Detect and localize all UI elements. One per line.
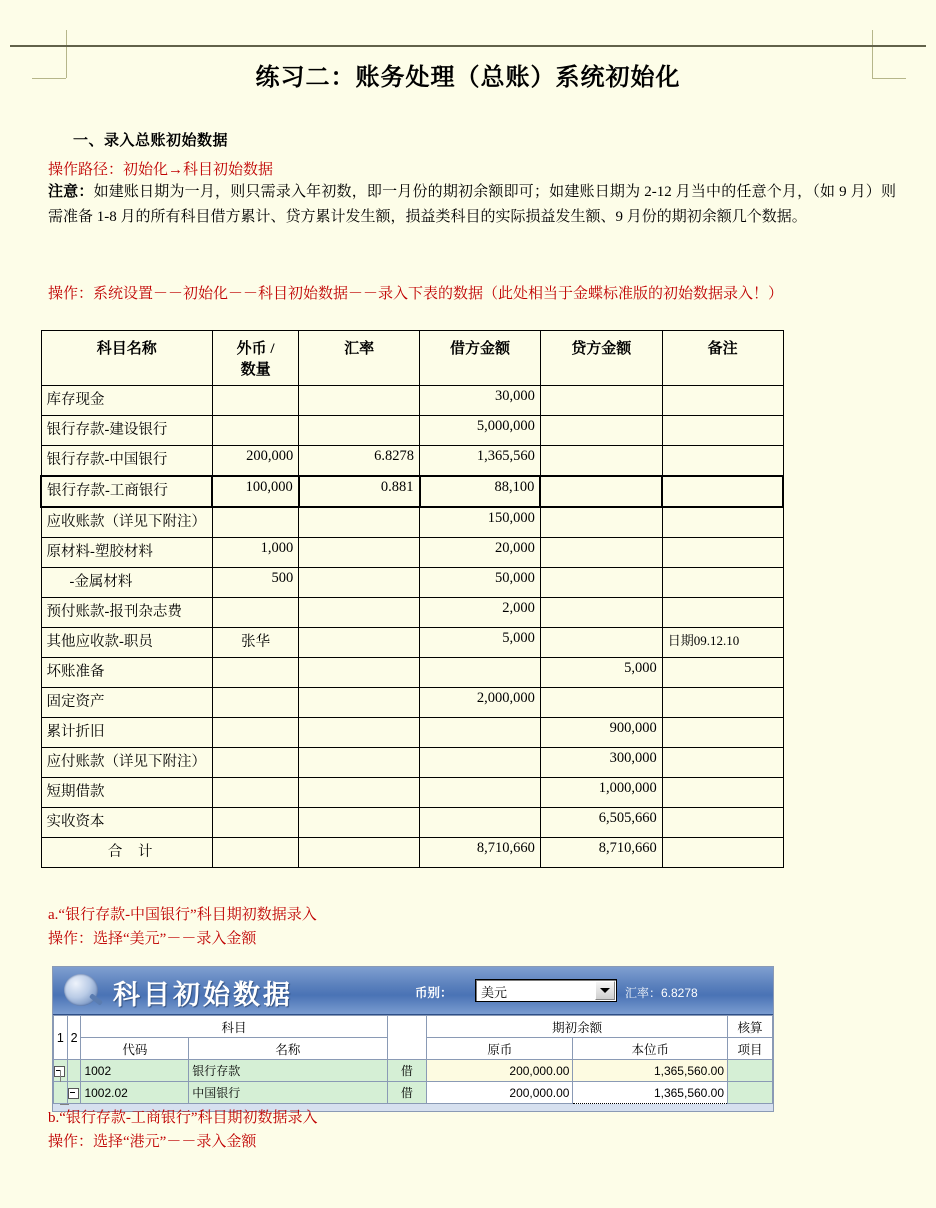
cell-subject-name: 固定资产 — [41, 688, 212, 718]
cell-subject-name: 实收资本 — [41, 808, 212, 838]
grid-col-name: 名称 — [189, 1038, 387, 1060]
chevron-down-icon[interactable] — [595, 981, 615, 1000]
grid-cell-direction: 借 — [387, 1082, 427, 1104]
header-rule-left — [10, 45, 67, 47]
grid-cell-code: 1002.02 — [81, 1082, 189, 1104]
table-row — [41, 416, 783, 446]
grid-cell-original[interactable]: 200,000.00 — [427, 1082, 573, 1104]
cell-subject-name: 应付账款（详见下附注） — [41, 748, 212, 778]
cell-total-label: 合 计 — [41, 838, 212, 868]
cell-subject-name: 库存现金 — [41, 386, 212, 416]
cell-credit: 300,000 — [540, 748, 662, 778]
cell-memo — [662, 568, 783, 598]
cell-fx — [212, 808, 298, 838]
table-row — [41, 507, 783, 538]
cell-subject-name: 银行存款-中国银行 — [41, 446, 212, 477]
section-heading-text: 录入总账初始数据 — [104, 133, 229, 149]
cell-rate — [299, 688, 420, 718]
cell-subject-name: 应收账款（详见下附注） — [41, 507, 212, 538]
grid-row-selected[interactable] — [54, 1082, 773, 1104]
cell-debit — [420, 748, 541, 778]
cell-rate — [299, 658, 420, 688]
cell-credit — [540, 598, 662, 628]
cell-rate — [299, 386, 420, 416]
cell-memo — [662, 446, 783, 477]
cell-total-credit: 8,710,660 — [540, 838, 662, 868]
currency-select[interactable] — [475, 979, 617, 1002]
header-rule-right — [871, 45, 926, 47]
cell-fx — [212, 658, 298, 688]
cell-total-debit: 8,710,660 — [420, 838, 541, 868]
grid-cell-item — [728, 1060, 773, 1082]
table-row — [41, 658, 783, 688]
cell-rate: 6.8278 — [299, 446, 420, 477]
cell-memo — [662, 386, 783, 416]
cell-rate — [299, 718, 420, 748]
cell-debit — [420, 658, 541, 688]
cell-credit: 6,505,660 — [540, 808, 662, 838]
cell-memo — [662, 688, 783, 718]
cell-subject-name: 银行存款-建设银行 — [41, 416, 212, 446]
cell-subject-name: 累计折旧 — [41, 718, 212, 748]
initial-data-grid — [53, 1015, 773, 1104]
cell-rate: 0.881 — [299, 476, 420, 507]
cell-rate — [299, 778, 420, 808]
page-title: 练习二：账务处理（总账）系统初始化 — [255, 65, 681, 91]
grid-cell-name: 银行存款 — [189, 1060, 387, 1082]
cell-memo — [662, 538, 783, 568]
currency-label: 币别： — [415, 986, 453, 1000]
cell-subject-name: 预付账款-报刊杂志费 — [41, 598, 212, 628]
grid-col-local-currency: 本位币 — [573, 1038, 728, 1060]
grid-cell-local-focused[interactable]: 1,365,560.00 — [573, 1082, 728, 1104]
app-screenshot — [52, 966, 774, 1112]
cell-credit — [540, 386, 662, 416]
cell-fx: 张华 — [212, 628, 298, 658]
cell-credit — [540, 538, 662, 568]
cell-subject-name: 坏账准备 — [41, 658, 212, 688]
col-header-subject-name: 科目名称 — [41, 331, 212, 386]
cell-debit — [420, 808, 541, 838]
table-row — [41, 598, 783, 628]
col-header-debit: 借方金额 — [420, 331, 541, 386]
cell-fx: 500 — [212, 568, 298, 598]
col-header-rate: 汇率 — [299, 331, 420, 386]
cell-memo: 日期09.12.10 — [662, 628, 783, 658]
cell-memo — [662, 748, 783, 778]
cell-debit — [420, 718, 541, 748]
cell-total-rate — [299, 838, 420, 868]
cell-debit: 2,000,000 — [420, 688, 541, 718]
cell-subject-name: 银行存款-工商银行 — [41, 476, 212, 507]
cell-credit — [540, 416, 662, 446]
cell-fx — [212, 386, 298, 416]
tree-line-branch — [60, 1104, 69, 1105]
cell-rate — [299, 598, 420, 628]
cell-rate — [299, 568, 420, 598]
grid-cell-original: 200,000.00 — [427, 1060, 573, 1082]
grid-group-header-row — [54, 1016, 773, 1038]
grid-row-gutter-2 — [54, 1082, 68, 1104]
operation-line: 操作：系统设置－－初始化－－科目初始数据－－录入下表的数据（此处相当于金蝶标准版的初始数据录入！） — [48, 286, 784, 302]
magnifier-icon — [64, 974, 98, 1006]
cell-total-fx — [212, 838, 298, 868]
table-body — [41, 386, 783, 868]
grid-cell-code: 1002 — [81, 1060, 189, 1082]
grid-cell-item — [728, 1082, 773, 1104]
col-header-foreign-currency — [212, 331, 298, 386]
table-row — [41, 538, 783, 568]
grid-gutter-col-2: 2 — [67, 1016, 81, 1060]
cell-memo — [662, 476, 783, 507]
section-number: 一、 — [72, 133, 104, 149]
cell-credit — [540, 476, 662, 507]
note-paragraph — [48, 180, 896, 230]
cell-rate — [299, 628, 420, 658]
grid-col-accounting-item: 项目 — [728, 1038, 773, 1060]
cell-memo — [662, 416, 783, 446]
cell-credit — [540, 507, 662, 538]
cell-debit: 30,000 — [420, 386, 541, 416]
cell-credit: 900,000 — [540, 718, 662, 748]
cell-rate — [299, 507, 420, 538]
grid-gutter-col-1: 1 — [54, 1016, 68, 1060]
grid-col-original-currency: 原币 — [427, 1038, 573, 1060]
operation-path-line: 操作路径：初始化→科目初始数据 — [48, 162, 274, 178]
cell-credit — [540, 688, 662, 718]
table-row — [41, 568, 783, 598]
table-row — [41, 386, 783, 416]
app-header-bar — [53, 967, 773, 1015]
cell-total-memo — [662, 838, 783, 868]
grid-row-expander-1[interactable] — [54, 1060, 68, 1082]
table-row — [41, 688, 783, 718]
grid-row-gutter-1 — [67, 1060, 81, 1082]
cell-fx: 1,000 — [212, 538, 298, 568]
table-row — [41, 718, 783, 748]
exchange-rate-label: 汇率：6.8278 — [625, 986, 698, 1000]
cell-debit: 5,000,000 — [420, 416, 541, 446]
cell-debit: 5,000 — [420, 628, 541, 658]
note-a-line2: 操作：选择“美元”－－录入金额 — [48, 931, 257, 947]
cell-fx — [212, 718, 298, 748]
header-rule-center — [67, 45, 872, 47]
grid-cell-local: 1,365,560.00 — [573, 1060, 728, 1082]
cell-credit — [540, 568, 662, 598]
cell-memo — [662, 507, 783, 538]
cell-debit: 50,000 — [420, 568, 541, 598]
cell-credit: 5,000 — [540, 658, 662, 688]
note-b-line2: 操作：选择“港元”－－录入金额 — [48, 1134, 257, 1150]
table-row — [41, 628, 783, 658]
cell-debit — [420, 778, 541, 808]
cell-memo — [662, 598, 783, 628]
note-text: 如建账日期为一月，则只需录入年初数，即一月份的期初余额即可；如建账日期为 2-12 月当中的任意个月，（如 9 月）则需准备 1-8 月的所有科目借方累计、贷方累计发生额，损益类科目的实际损益发生额、9 月份的期初余额几个数据。 — [48, 184, 896, 225]
cell-fx — [212, 598, 298, 628]
cell-subject-name: 其他应收款-职员 — [41, 628, 212, 658]
col-header-memo: 备注 — [662, 331, 783, 386]
table-row — [41, 748, 783, 778]
cell-subject-name: -金属材料 — [41, 568, 212, 598]
table-header-row — [41, 331, 783, 386]
cell-debit: 150,000 — [420, 507, 541, 538]
cell-rate — [299, 416, 420, 446]
cell-fx — [212, 416, 298, 446]
grid-cell-direction: 借 — [387, 1060, 427, 1082]
collapse-minus-icon[interactable] — [68, 1088, 79, 1099]
grid-group-header-subject: 科目 — [81, 1016, 387, 1038]
app-window-title: 科目初始数据 — [113, 980, 293, 1010]
cell-fx — [212, 688, 298, 718]
cell-memo — [662, 658, 783, 688]
cell-credit — [540, 628, 662, 658]
note-b — [48, 1106, 318, 1154]
cell-debit: 20,000 — [420, 538, 541, 568]
table-row-highlighted — [41, 476, 783, 507]
note-a-line1: a.“银行存款-中国银行”科目期初数据录入 — [48, 907, 317, 923]
table-total-row — [41, 838, 783, 868]
currency-selected-value: 美元 — [481, 985, 508, 1000]
cell-fx — [212, 507, 298, 538]
cell-rate — [299, 538, 420, 568]
note-label: 注意： — [48, 184, 94, 200]
cell-fx: 100,000 — [212, 476, 298, 507]
cell-memo — [662, 778, 783, 808]
grid-cell-name: 中国银行 — [189, 1082, 387, 1104]
cell-credit: 1,000,000 — [540, 778, 662, 808]
cell-debit: 2,000 — [420, 598, 541, 628]
cell-memo — [662, 808, 783, 838]
cell-debit: 1,365,560 — [420, 446, 541, 477]
col-header-fx-line1: 外币 / — [236, 341, 275, 357]
cell-subject-name: 原材料-塑胶材料 — [41, 538, 212, 568]
table-row — [41, 778, 783, 808]
cell-fx — [212, 778, 298, 808]
note-a — [48, 903, 317, 951]
table-row — [41, 808, 783, 838]
col-header-credit: 贷方金额 — [540, 331, 662, 386]
note-b-line1: b.“银行存款-工商银行”科目期初数据录入 — [48, 1110, 318, 1126]
grid-body — [54, 1060, 773, 1104]
cell-fx: 200,000 — [212, 446, 298, 477]
col-header-fx-line2: 数量 — [240, 362, 271, 378]
grid-group-header-accounting: 核算 — [728, 1016, 773, 1038]
cell-debit: 88,100 — [420, 476, 541, 507]
initial-data-table — [40, 330, 784, 868]
cell-fx — [212, 748, 298, 778]
cell-rate — [299, 808, 420, 838]
section-heading — [48, 129, 228, 150]
cell-rate — [299, 748, 420, 778]
table-row — [41, 446, 783, 477]
grid-group-header-opening-balance: 期初余额 — [427, 1016, 728, 1038]
grid-row-expander-2[interactable] — [67, 1082, 81, 1104]
cell-subject-name: 短期借款 — [41, 778, 212, 808]
cell-memo — [662, 718, 783, 748]
grid-col-direction-spacer — [387, 1016, 427, 1060]
grid-row[interactable] — [54, 1060, 773, 1082]
cell-credit — [540, 446, 662, 477]
grid-col-code: 代码 — [81, 1038, 189, 1060]
